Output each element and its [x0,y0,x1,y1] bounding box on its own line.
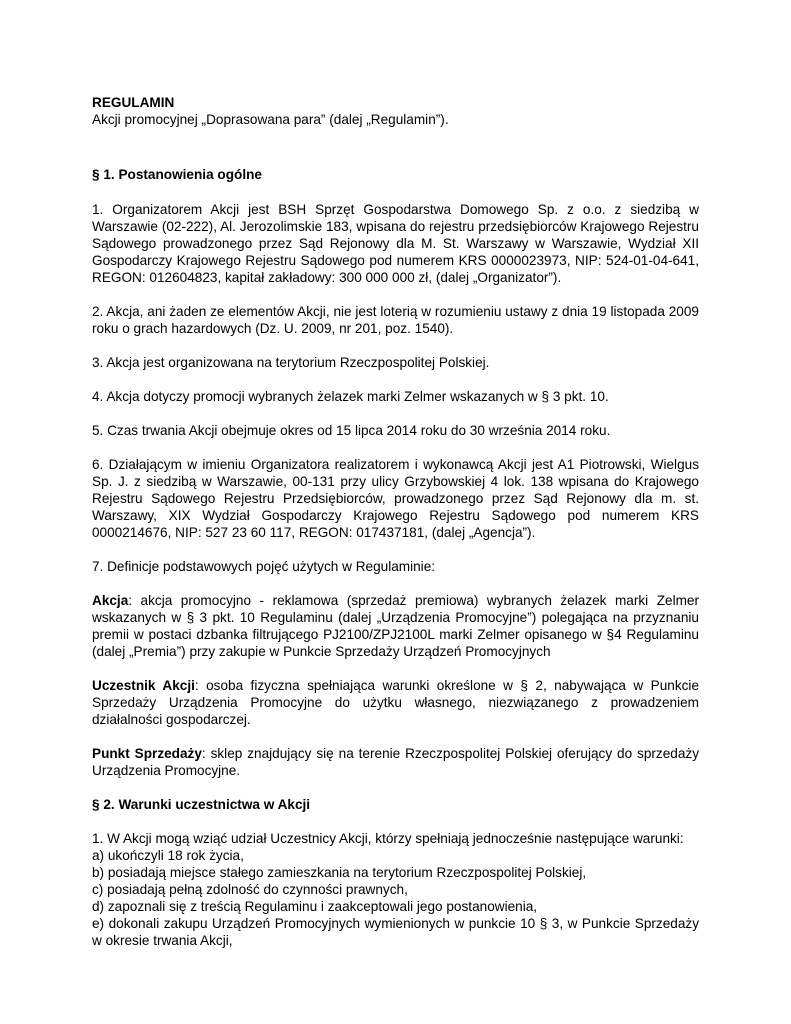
definition-punkt-text: : sklep znajdujący się na terenie Rzeczpospolitej Polskiej oferujący do sprzedaży Urządzenia Promocyjne. [92,746,699,778]
definition-uczestnik-term: Uczestnik Akcji [92,678,195,693]
paragraph-1-1: 1. Organizatorem Akcji jest BSH Sprzęt Gospodarstwa Domowego Sp. z o.o. z siedzibą w Warszawie (02-222), Al. Jerozolimskie 183, wpisana do rejestru przedsiębiorców Krajowego Rejestru Sądowego prowadzonego przez Sąd Rejonowy dla M. St. Warszawy w Warszawie, Wydział XII Gospodarczy Krajowego Rejestru Sądowego pod numerem KRS 0000023973, NIP: 524-01-04-641, REGON: 012604823, kapitał zakładowy: 300 000 000 zł, (dalej „Organizator”). [92,202,699,285]
definition-akcja-text: : akcja promocyjno - reklamowa (sprzedaż premiowa) wybranych żelazek marki Zelmer wskazanych w § 3 pkt. 10 Regulaminu (dalej „Urządzenia Promocyjne”) polegająca na przyznaniu premii w postaci dzbanka filtrującego PJ2100/ZPJ2100L marki Zelmer opisanego w §4 Regulaminu (dalej „Premia”) przy zakupie w Punkcie Sprzedaży Urządzeń Promocyjnych [92,593,699,659]
definition-uczestnik [92,677,699,728]
section-2-heading: § 2. Warunki uczestnictwa w Akcji [92,797,311,812]
document-title: REGULAMIN [92,95,175,110]
paragraph-1-2: 2. Akcja, ani żaden ze elementów Akcji, nie jest loterią w rozumieniu ustawy z dnia 19 listopada 2009 roku o grach hazardowych (Dz. U. 2009, nr 201, poz. 1540). [92,304,699,336]
condition-item-a: a) ukończyli 18 rok życia, [92,848,244,863]
definition-uczestnik-text: : osoba fizyczna spełniająca warunki określone w § 2, nabywająca w Punkcie Sprzedaży Urządzenia Promocyjne do użytku własnego, niezwiązanego z prowadzeniem działalności gospodarczej. [92,678,699,727]
definition-akcja-term: Akcja [92,593,129,608]
paragraph-1-5: 5. Czas trwania Akcji obejmuje okres od 15 lipca 2014 roku do 30 września 2014 roku. [92,423,611,438]
condition-item-e: e) dokonali zakupu Urządzeń Promocyjnych wymienionych w punkcie 10 § 3, w Punkcie Sprzedaży w okresie trwania Akcji, [92,916,699,948]
paragraph-1-4: 4. Akcja dotyczy promocji wybranych żelazek marki Zelmer wskazanych w § 3 pkt. 10. [92,389,609,404]
condition-item-b: b) posiadają miejsce stałego zamieszkania na terytorium Rzeczpospolitej Polskiej, [92,865,587,880]
paragraph-2-1: 1. W Akcji mogą wziąć udział Uczestnicy Akcji, którzy spełniają jednocześnie następujące warunki: [92,831,684,846]
document-subtitle: Akcji promocyjnej „Doprasowana para” (dalej „Regulamin”). [92,112,449,127]
paragraph-1-3: 3. Akcja jest organizowana na terytorium Rzeczpospolitej Polskiej. [92,355,490,370]
section-1-heading: § 1. Postanowienia ogólne [92,167,262,182]
paragraph-1-7: 7. Definicje podstawowych pojęć użytych w Regulaminie: [92,559,436,574]
condition-item-d: d) zapoznali się z treścią Regulaminu i zaakceptowali jego postanowienia, [92,899,538,914]
definition-punkt-term: Punkt Sprzedaży [92,746,202,761]
definition-punkt [92,745,699,779]
definition-akcja [92,592,699,660]
paragraph-1-6: 6. Działającym w imieniu Organizatora realizatorem i wykonawcą Akcji jest A1 Piotrowski, Wielgus Sp. J. z siedzibą w Warszawie, 00-131 przy ulicy Grzybowskiej 4 lok. 138 wpisana do Krajowego Rejestru Sądowego Rejestru Przedsiębiorców, prowadzonego przez Sąd Rejonowy dla m. st. Warszawy, XIX Wydział Gospodarczy Krajowego Rejestru Sądowego pod numerem KRS 0000214676, NIP: 527 23 60 117, REGON: 017437181, (dalej „Agencja”). [92,457,699,540]
condition-item-c: c) posiadają pełną zdolność do czynności prawnych, [92,882,408,897]
